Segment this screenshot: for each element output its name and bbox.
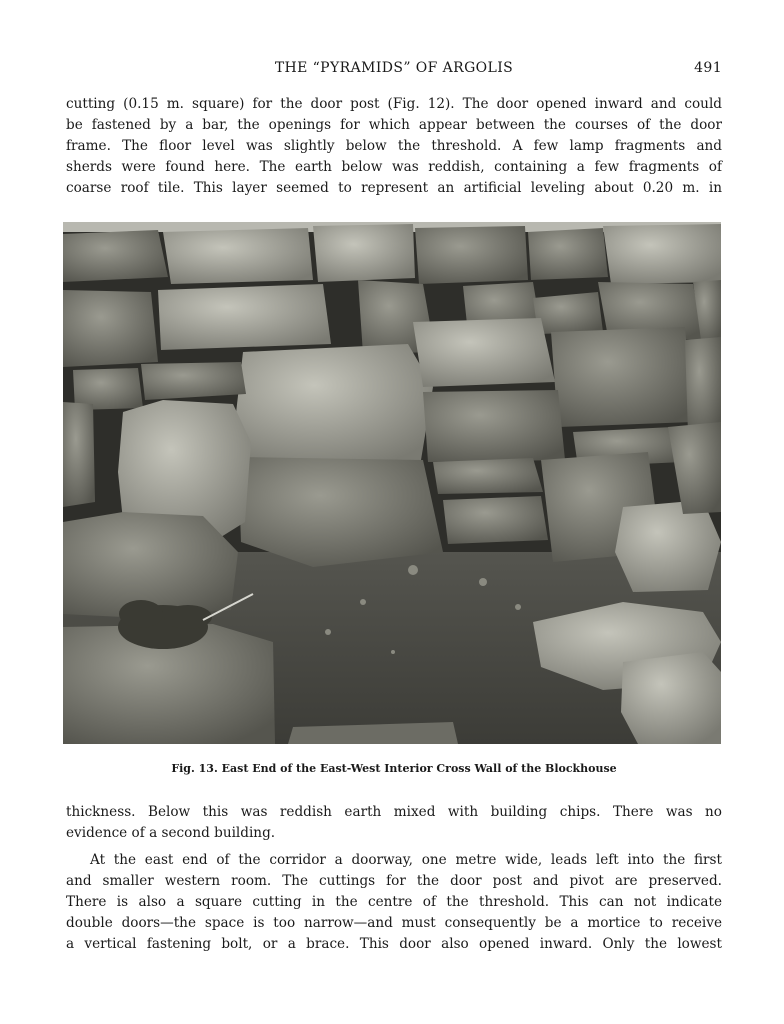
running-head (66, 60, 722, 82)
paragraph-3 (66, 850, 722, 955)
text-line: evidence of a second building. (66, 825, 276, 841)
page-number: 491 (694, 60, 722, 76)
text-line: be fastened by a bar, the openings for which appear between the courses of the door (66, 117, 722, 133)
text-line: cutting (0.15 m. square) for the door post (Fig. 12). The door opened inward and could (66, 96, 722, 112)
right-corner-boulder (621, 652, 721, 744)
paragraph-2 (66, 802, 722, 844)
text-line: sherds were found here. The earth below was reddish, containing a few fragments of (66, 159, 722, 175)
text-line: a vertical fastening bolt, or a brace. This door also opened inward. Only the lowest (66, 936, 722, 952)
text-line: frame. The floor level was slightly below the threshold. A few lamp fragments and (66, 138, 722, 154)
running-title: THE “PYRAMIDS” OF ARGOLIS (274, 60, 514, 76)
figure-photo-stone-wall (63, 222, 721, 744)
figure-caption: Fig. 13. East End of the East-West Interior Cross Wall of the Blockhouse (171, 762, 617, 775)
text-line: coarse roof tile. This layer seemed to represent an artificial leveling about 0.20 m. in (66, 180, 722, 196)
text-line: double doors—the space is too narrow—and must consequently be a mortice to receive (66, 915, 722, 931)
left-foreground-slab (63, 512, 238, 617)
text-line: At the east end of the corridor a doorway, one metre wide, leads left into the first (90, 852, 722, 868)
text-line: thickness. Below this was reddish earth mixed with building chips. There was no (66, 804, 722, 820)
text-line: There is also a square cutting in the centre of the threshold. This can not indicate (66, 894, 722, 910)
paragraph-1 (66, 94, 722, 199)
text-line: and smaller western room. The cuttings for the door post and pivot are preserved. (66, 873, 722, 889)
